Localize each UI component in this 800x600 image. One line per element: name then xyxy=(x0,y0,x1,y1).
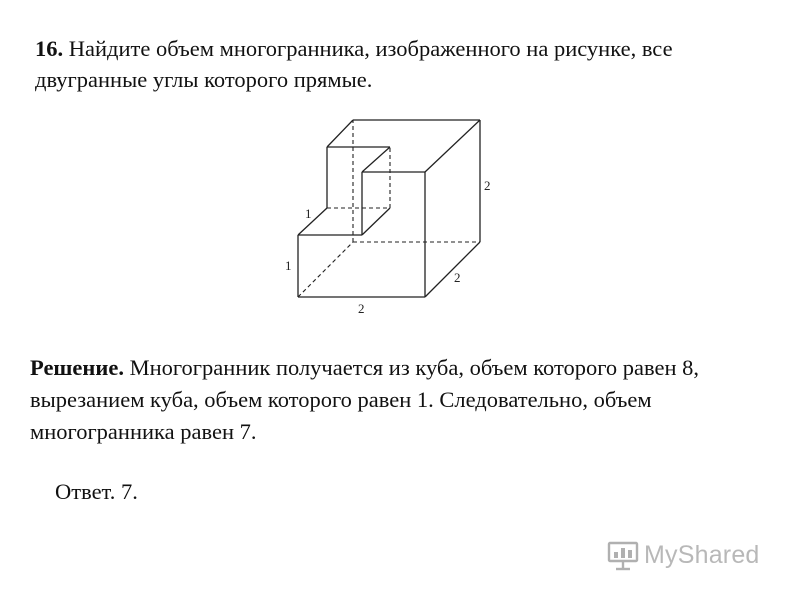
presentation-board-icon xyxy=(606,538,640,572)
polyhedron-figure xyxy=(270,110,510,325)
edge xyxy=(425,242,480,297)
problem-text: Найдите объем многогранника, изображенного на рисунке, все двугранные углы которого прямые. xyxy=(35,36,673,92)
problem-statement xyxy=(35,33,780,95)
label-cutout-height: 1 xyxy=(285,258,292,273)
polyhedron-drawing xyxy=(270,110,510,325)
label-cutout-depth: 1 xyxy=(305,206,312,221)
solution-text: Многогранник получается из куба, объем которого равен 8, вырезанием куба, объем которого равен 1. Следовательно, объем многогранника равен 7. xyxy=(30,355,700,444)
watermark-text: MyShared xyxy=(644,540,760,569)
label-front-width: 2 xyxy=(358,301,365,316)
edge xyxy=(362,208,390,235)
edge xyxy=(298,208,327,235)
label-right-height: 2 xyxy=(484,178,491,193)
edge xyxy=(425,120,480,172)
edge xyxy=(327,120,353,147)
hidden-edge xyxy=(298,242,353,297)
myshared-watermark xyxy=(606,537,771,573)
edge xyxy=(362,147,390,172)
solution-block xyxy=(30,352,770,448)
solution-heading: Решение. xyxy=(30,355,124,380)
answer-line: Ответ. 7. xyxy=(55,479,138,504)
label-side-depth: 2 xyxy=(454,270,461,285)
problem-number: 16. xyxy=(35,36,64,61)
